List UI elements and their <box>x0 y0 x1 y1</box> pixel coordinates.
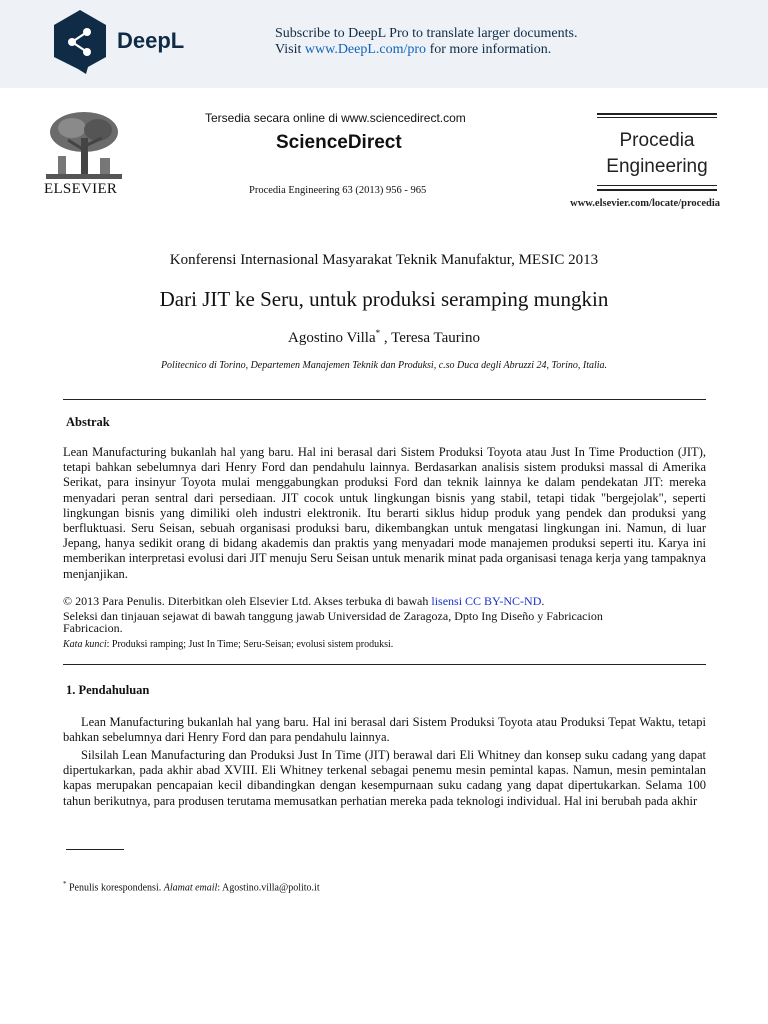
keywords-label: Kata kunci <box>63 639 107 650</box>
deepl-banner <box>0 0 768 88</box>
peer-review-note: Seleksi dan tinjauan sejawat di bawah tanggung jawab Universidad de Zaragoza, Dpto Ing Diseño y Fabricacion <box>63 609 603 623</box>
intro-paragraph-2: Silsilah Lean Manufacturing dan Produksi Just In Time (JIT) berawal dari Eli Whitney dan konsep suku cadang yang dapat dipertukarkan, pada akhir abad XVIII. Eli Whitney terkenal sebagai penemu mesin pemintal kapas. Namun, mesin pemintalan kapas merupakan pencapaian kecil dibandingkan dengan kesempurnaan suku cadang yang dapat dipertukarkan. Selama 100 tahun berikutnya, para produsen terutama memusatkan perhatian mereka pada teknologi individual. Hal ini berubah pada akhir <box>63 748 706 808</box>
conference-name: Konferensi Internasional Masyarakat Teknik Manufaktur, MESIC 2013 <box>169 252 599 268</box>
procedia-line-1: Procedia <box>619 130 695 151</box>
sciencedirect-title: ScienceDirect <box>276 132 402 153</box>
intro-paragraph-1: Lean Manufacturing bukanlah hal yang baru. Hal ini berasal dari Sistem Produksi Toyota atau Produksi Tepat Waktu, tetapi bahkan sebelumnya dari Henry Ford dan para pendahulu lainnya. <box>63 715 706 745</box>
abstract-heading: Abstrak <box>66 415 110 429</box>
footnote-label: Penulis korespondensi. <box>66 882 164 894</box>
deepl-pro-link[interactable]: www.DeepL.com/pro <box>304 42 427 57</box>
banner-message <box>275 26 577 58</box>
footnote-mark: * <box>63 880 67 888</box>
affiliation: Politecnico di Torino, Departemen Manajemen Teknik dan Produksi, c.so Duca degli Abruzzi 24, Torino, Italia. <box>160 360 608 371</box>
procedia-top-rule <box>597 113 717 115</box>
online-availability: Tersedia secara online di www.sciencedirect.com <box>205 111 466 125</box>
banner-line-1: Subscribe to DeepL Pro to translate larger documents. <box>275 26 578 41</box>
procedia-url[interactable]: www.elsevier.com/locate/procedia <box>570 198 720 209</box>
copyright-suffix: . <box>541 594 545 608</box>
elsevier-tree-logo-icon <box>44 110 124 182</box>
introduction-heading: 1. Pendahuluan <box>66 683 150 697</box>
author-1: Agostino Villa <box>288 330 376 346</box>
procedia-engineering-logo <box>597 128 717 180</box>
procedia-line-2: Engineering <box>606 156 708 177</box>
author-2: , Teresa Taurino <box>380 330 480 346</box>
journal-reference: Procedia Engineering 63 (2013) 956 - 965 <box>249 185 427 196</box>
abstract-top-rule <box>63 399 706 400</box>
deepl-brand-name: DeepL <box>117 28 185 53</box>
corresponding-mark: * <box>375 328 381 338</box>
abstract-text: Lean Manufacturing bukanlah hal yang baru. Hal ini berasal dari Sistem Produksi Toyota atau Just In Time Production (JIT), tetapi bahkan sebelumnya dari Henry Ford dan pendahulu lainnya. Berdasarkan analisis sistem produksi massal di Amerika Serikat, para insinyur Toyota mulai menggabungkan produksi Ford dan teknik lainnya ke dalam pendekatan JIT: mereka menyadari peran sentral dari persediaan. JIT cocok untuk lingkungan bisnis yang stabil, tetapi tidak "bergejolak", seperti lingkungan bisnis yang dimiliki oleh industri elektronik. Itu berarti siklus hidup produk yang pendek dan produksi yang berfluktuasi. Seru Seisan, sebuah organisasi produksi baru, dikembangkan untuk mengatasi lingkungan ini. Namun, di luar Jepang, hanya sedikit orang di bidang akademis dan praktis yang menyadari mode manajemen produksi seperti itu. Karya ini memberikan interpretasi evolusi dari JIT menuju Seru Seisan untuk menarik minat pada organisasi tenaga kerja yang tampaknya menjanjikan. <box>63 445 706 581</box>
footnote <box>63 880 320 893</box>
banner-line-2-suffix: for more information. <box>426 42 552 57</box>
keywords-list: : Produksi ramping; Just In Time; Seru-Seisan; evolusi sistem produksi. <box>106 639 394 650</box>
procedia-top-rule-thin <box>597 117 717 118</box>
author-list <box>0 328 768 347</box>
footnote-email-label: Alamat email <box>163 882 218 894</box>
footnote-rule <box>66 849 124 850</box>
abstract-bottom-rule <box>63 664 706 665</box>
keywords <box>63 639 393 650</box>
banner-line-2-prefix: Visit <box>275 42 305 57</box>
procedia-bottom-rule-thin <box>597 185 717 186</box>
elsevier-wordmark: ELSEVIER <box>44 181 118 197</box>
footnote-email: : Agostino.villa@polito.it <box>217 882 320 894</box>
peer-review-note-continuation: Fabricacion. <box>63 621 123 635</box>
paper-title: Dari JIT ke Seru, untuk produksi seramping mungkin <box>159 287 609 311</box>
banner-line-2 <box>275 42 577 58</box>
procedia-bottom-rule <box>597 189 717 191</box>
copyright-line <box>63 594 723 609</box>
deepl-logo-icon[interactable] <box>52 10 108 74</box>
copyright-prefix: © 2013 Para Penulis. Diterbitkan oleh Elsevier Ltd. Akses terbuka di bawah <box>63 594 432 608</box>
license-link[interactable]: lisensi CC BY-NC-ND <box>431 594 542 608</box>
